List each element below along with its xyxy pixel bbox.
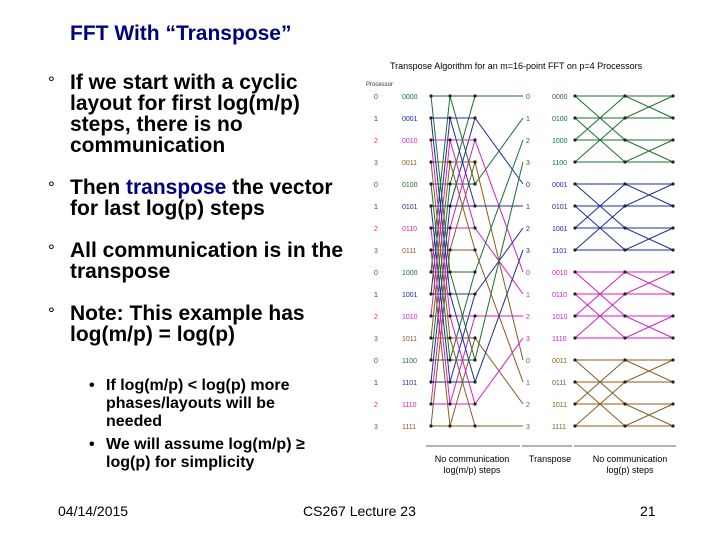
- butterfly-node: [448, 226, 451, 229]
- right-index-bits: 0011: [552, 358, 568, 365]
- right-processor-label: 3: [526, 424, 530, 431]
- right-processor-label: 1: [526, 204, 530, 211]
- butterfly-node: [623, 402, 626, 405]
- sub-bullet-marker: •: [89, 377, 95, 394]
- left-index-bits: 1001: [402, 292, 418, 299]
- butterfly-node: [671, 402, 674, 405]
- butterfly-node: [448, 138, 451, 141]
- butterfly-node: [671, 94, 674, 97]
- right-processor-label: 1: [526, 292, 530, 299]
- butterfly-node: [448, 116, 451, 119]
- butterfly-node: [429, 182, 432, 185]
- butterfly-node: [623, 424, 626, 427]
- butterfly-node: [448, 94, 451, 97]
- butterfly-node: [623, 336, 626, 339]
- left-processor-label: 1: [374, 116, 378, 123]
- butterfly-node: [429, 226, 432, 229]
- right-index-bits: 0101: [552, 204, 568, 211]
- butterfly-node: [429, 116, 432, 119]
- sub-bullet-list: [83, 377, 323, 477]
- left-processor-label: 1: [374, 292, 378, 299]
- left-index-bits: 0011: [402, 160, 418, 167]
- left-processor-label: 3: [374, 424, 378, 431]
- right-processor-label: 0: [526, 94, 530, 101]
- butterfly-node: [623, 270, 626, 273]
- butterfly-node: [623, 160, 626, 163]
- bullet-note: [48, 303, 348, 345]
- butterfly-node: [473, 116, 476, 119]
- figure-title: Transpose Algorithm for an m=16-point FFT on p=4 Processors: [390, 61, 643, 71]
- left-index-bits: 1010: [402, 314, 418, 321]
- butterfly-node: [573, 94, 576, 97]
- butterfly-node: [448, 380, 451, 383]
- sub-bullet-more-phases: [83, 377, 323, 431]
- bullet-list: [48, 72, 348, 366]
- butterfly-node: [573, 292, 576, 295]
- butterfly-node: [448, 358, 451, 361]
- right-index-bits: 0100: [552, 116, 568, 123]
- butterfly-node: [429, 424, 432, 427]
- butterfly-node: [623, 226, 626, 229]
- right-index-bits: 1011: [552, 402, 568, 409]
- butterfly-node: [671, 226, 674, 229]
- butterfly-node: [671, 182, 674, 185]
- left-processor-label: 3: [374, 248, 378, 255]
- left-processor-label: 0: [374, 270, 378, 277]
- caption-transpose: Transpose: [528, 454, 572, 464]
- butterfly-node: [473, 292, 476, 295]
- left-index-bits: 0111: [402, 248, 417, 255]
- butterfly-node: [429, 270, 432, 273]
- right-index-bits: 0010: [552, 270, 568, 277]
- butterfly-node: [573, 160, 576, 163]
- butterfly-node: [429, 292, 432, 295]
- bullet-text: Note: This example has log(m/p) = log(p): [70, 302, 305, 346]
- right-index-bits: 1010: [552, 314, 568, 321]
- footer-lecture: CS267 Lecture 23: [303, 503, 416, 519]
- footer-page-number: 21: [640, 503, 656, 519]
- left-index-bits: 1100: [402, 358, 418, 365]
- butterfly-node: [671, 314, 674, 317]
- bullet-text-after: the vector for last log(p) steps: [70, 176, 333, 220]
- butterfly-node: [623, 116, 626, 119]
- left-processor-label: 2: [374, 314, 378, 321]
- left-processor-label: 2: [374, 402, 378, 409]
- butterfly-node: [623, 314, 626, 317]
- slide-title: FFT With “Transpose”: [70, 22, 292, 45]
- butterfly-node: [473, 270, 476, 273]
- right-processor-label: 0: [526, 182, 530, 189]
- butterfly-node: [473, 94, 476, 97]
- butterfly-node: [448, 270, 451, 273]
- right-index-bits: 1111: [552, 424, 567, 431]
- butterfly-node: [429, 94, 432, 97]
- butterfly-node: [429, 204, 432, 207]
- butterfly-node: [473, 182, 476, 185]
- bullet-communication: [48, 240, 348, 282]
- butterfly-node: [573, 270, 576, 273]
- left-index-bits: 0110: [402, 226, 418, 233]
- right-index-bits: 1101: [552, 248, 568, 255]
- butterfly-node: [671, 248, 674, 251]
- sub-bullet-assume: [83, 436, 323, 472]
- left-processor-label: 0: [374, 182, 378, 189]
- left-processor-label: 1: [374, 380, 378, 387]
- butterfly-node: [473, 248, 476, 251]
- butterfly-node: [448, 204, 451, 207]
- right-index-bits: 0000: [552, 94, 568, 101]
- left-index-bits: 0101: [402, 204, 418, 211]
- butterfly-node: [429, 248, 432, 251]
- butterfly-node: [671, 380, 674, 383]
- butterfly-node: [573, 226, 576, 229]
- caption-second-phase: No communication log(p) steps: [592, 454, 668, 475]
- butterfly-node: [473, 402, 476, 405]
- right-processor-label: 3: [526, 160, 530, 167]
- butterfly-node: [623, 204, 626, 207]
- right-processor-label: 1: [526, 116, 530, 123]
- butterfly-node: [473, 424, 476, 427]
- left-processor-label: 0: [374, 358, 378, 365]
- sub-bullet-text: If log(m/p) < log(p) more phases/layouts will be needed: [106, 377, 290, 430]
- butterfly-node: [671, 270, 674, 273]
- butterfly-node: [448, 248, 451, 251]
- butterfly-node: [573, 248, 576, 251]
- butterfly-node: [429, 138, 432, 141]
- right-index-bits: 0001: [552, 182, 568, 189]
- fft-butterfly-diagram: [360, 58, 712, 480]
- butterfly-node: [473, 314, 476, 317]
- butterfly-node: [671, 116, 674, 119]
- right-index-bits: 1000: [552, 138, 568, 145]
- butterfly-node: [671, 336, 674, 339]
- left-index-bits: 0000: [402, 94, 418, 101]
- butterfly-node: [671, 292, 674, 295]
- butterfly-node: [623, 248, 626, 251]
- caption-first-phase: No communication log(m/p) steps: [434, 454, 510, 475]
- left-index-bits: 0010: [402, 138, 418, 145]
- left-index-bits: 1111: [402, 424, 417, 431]
- butterfly-node: [473, 160, 476, 163]
- butterfly-node: [448, 160, 451, 163]
- butterfly-node: [473, 380, 476, 383]
- bullet-text-before: Then: [70, 176, 126, 199]
- butterfly-node: [448, 314, 451, 317]
- butterfly-node: [623, 138, 626, 141]
- right-processor-label: 0: [526, 270, 530, 277]
- bullet-cyclic-layout: [48, 72, 348, 156]
- left-index-bits: 1000: [402, 270, 418, 277]
- butterfly-node: [473, 358, 476, 361]
- butterfly-node: [573, 204, 576, 207]
- left-index-bits: 1110: [402, 402, 417, 409]
- butterfly-node: [429, 160, 432, 163]
- butterfly-node: [671, 358, 674, 361]
- butterfly-node: [473, 138, 476, 141]
- right-processor-label: 2: [526, 138, 530, 145]
- butterfly-node: [671, 138, 674, 141]
- butterfly-node: [473, 226, 476, 229]
- butterfly-node: [573, 402, 576, 405]
- butterfly-node: [429, 358, 432, 361]
- left-processor-label: 0: [374, 94, 378, 101]
- left-index-bits: 1101: [402, 380, 418, 387]
- butterfly-node: [448, 424, 451, 427]
- left-processor-label: 3: [374, 160, 378, 167]
- left-processor-label: 2: [374, 226, 378, 233]
- right-index-bits: 0110: [552, 292, 568, 299]
- bullet-transpose: [48, 177, 348, 219]
- footer-date: 04/14/2015: [58, 503, 129, 519]
- highlighted-word-transpose: transpose: [126, 176, 227, 199]
- butterfly-node: [448, 402, 451, 405]
- sub-bullet-marker: •: [89, 436, 95, 453]
- right-index-bits: 0111: [552, 380, 567, 387]
- butterfly-node: [623, 94, 626, 97]
- fft-transpose-figure: [360, 58, 712, 480]
- butterfly-node: [448, 336, 451, 339]
- butterfly-node: [623, 182, 626, 185]
- butterfly-node: [429, 380, 432, 383]
- right-index-bits: 1100: [552, 160, 568, 167]
- butterfly-node: [448, 182, 451, 185]
- bullet-marker: °: [48, 304, 55, 323]
- butterfly-node: [671, 160, 674, 163]
- right-index-bits: 1110: [552, 336, 567, 343]
- left-index-bits: 0001: [402, 116, 418, 123]
- right-processor-label: 3: [526, 336, 530, 343]
- right-processor-label: 1: [526, 380, 530, 387]
- bullet-marker: °: [48, 241, 55, 260]
- left-index-bits: 1011: [402, 336, 418, 343]
- bullet-marker: °: [48, 73, 55, 92]
- left-processor-label: 2: [374, 138, 378, 145]
- right-index-bits: 1001: [552, 226, 568, 233]
- right-processor-label: 2: [526, 402, 530, 409]
- butterfly-node: [573, 380, 576, 383]
- butterfly-node: [671, 424, 674, 427]
- processor-corner-label: Processor: [366, 82, 394, 88]
- butterfly-node: [573, 138, 576, 141]
- butterfly-node: [429, 314, 432, 317]
- bullet-marker: °: [48, 178, 55, 197]
- bullet-text: If we start with a cyclic layout for first log(m/p) steps, there is no communication: [70, 71, 300, 157]
- butterfly-node: [573, 358, 576, 361]
- right-processor-label: 3: [526, 248, 530, 255]
- left-processor-label: 3: [374, 336, 378, 343]
- butterfly-node: [623, 292, 626, 295]
- butterfly-node: [429, 336, 432, 339]
- bullet-text: All communication is in the transpose: [70, 239, 344, 283]
- butterfly-node: [448, 292, 451, 295]
- butterfly-node: [671, 204, 674, 207]
- butterfly-node: [573, 336, 576, 339]
- butterfly-node: [623, 358, 626, 361]
- butterfly-node: [473, 336, 476, 339]
- right-processor-label: 2: [526, 314, 530, 321]
- right-processor-label: 0: [526, 358, 530, 365]
- left-processor-label: 1: [374, 204, 378, 211]
- sub-bullet-text: We will assume log(m/p) ≥ log(p) for simplicity: [106, 436, 305, 471]
- butterfly-node: [573, 314, 576, 317]
- butterfly-node: [573, 182, 576, 185]
- left-index-bits: 0100: [402, 182, 418, 189]
- butterfly-node: [573, 116, 576, 119]
- butterfly-node: [573, 424, 576, 427]
- right-processor-label: 2: [526, 226, 530, 233]
- butterfly-node: [473, 204, 476, 207]
- butterfly-node: [429, 402, 432, 405]
- butterfly-node: [623, 380, 626, 383]
